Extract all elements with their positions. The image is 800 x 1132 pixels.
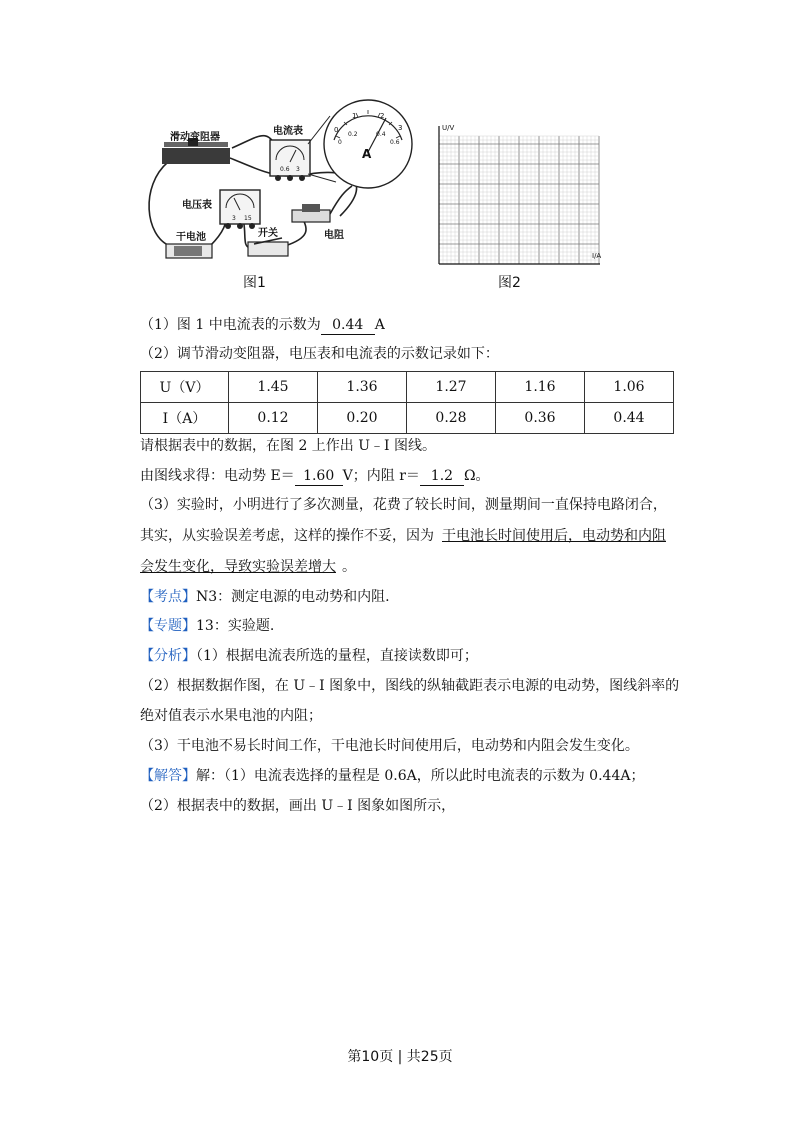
voltmeter-drawing: [182, 190, 260, 229]
zoom-tick-1: 1: [352, 112, 357, 120]
jieda-line-2: （2）根据表中的数据，画出 U﹣I 图象如图所示，: [140, 798, 456, 814]
table-cell: 1.36: [318, 372, 407, 403]
zhuanti-line: 【专题】13：实验题.: [140, 618, 275, 634]
zoom-unit: A: [362, 147, 372, 161]
switch-label: 开关: [258, 228, 278, 239]
table-cell: 0.36: [496, 403, 585, 434]
question-1: （1）图 1 中电流表的示数为 0.44 A: [140, 317, 385, 333]
grid-figure: [434, 122, 634, 272]
ammeter-terminal-2: 3: [296, 166, 300, 173]
ammeter-terminal-1: 0.6: [280, 166, 290, 173]
fenxi-line-2a: （2）根据数据作图，在 U﹣I 图象中，图线的纵轴截距表示电源的电动势，图线斜率的: [140, 678, 680, 694]
table-cell: 1.27: [407, 372, 496, 403]
grid-lines: [439, 136, 602, 264]
q3-answer-part-2: 会发生变化，导致实验误差增大: [140, 559, 336, 575]
question-2-result: 由图线求得：电动势 E＝ 1.60 V；内阻 r＝ 1.2 Ω。: [140, 468, 490, 484]
rheostat-drawing: [162, 130, 230, 164]
zoom-tick-5: 0.2: [348, 131, 358, 138]
voltmeter-terminal-2: 15: [244, 215, 252, 222]
row-label: I（A）: [141, 403, 229, 434]
figures-area: [140, 96, 620, 296]
table-cell: 1.45: [229, 372, 318, 403]
resistor-label: 电阻: [324, 230, 344, 241]
fenxi-tag: 【分析】: [140, 648, 196, 664]
zoom-tick-6: 0.4: [376, 131, 386, 138]
figure-2-caption: 图2: [498, 275, 521, 291]
table-cell: 0.44: [585, 403, 674, 434]
ammeter-drawing: [270, 124, 310, 181]
table-cell: 1.06: [585, 372, 674, 403]
kaodian-tag: 【考点】: [140, 589, 196, 605]
circuit-figure: [140, 96, 430, 272]
question-2-intro: （2）调节滑动变阻器，电压表和电流表的示数记录如下：: [140, 346, 499, 362]
question-3-line-1: （3）实验时，小明进行了多次测量，花费了较长时间，测量期间一直保持电路闭合，: [140, 497, 667, 513]
table-row: [141, 372, 674, 403]
jieda-tag: 【解答】: [140, 768, 196, 784]
table-cell: 0.28: [407, 403, 496, 434]
fenxi-line-2b: 绝对值表示水果电池的内阻；: [140, 708, 322, 724]
voltmeter-label: 电压表: [182, 200, 212, 211]
fenxi-line-3: （3）干电池不易长时间工作，干电池长时间使用后，电动势和内阻会发生变化。: [140, 738, 639, 754]
ammeter-label: 电流表: [273, 126, 303, 137]
row-label: U（V）: [141, 372, 229, 403]
table-cell: 0.20: [318, 403, 407, 434]
question-2-instruction: 请根据表中的数据，在图 2 上作出 U﹣I 图线。: [140, 438, 437, 454]
question-3-line-2: 其实，从实验误差考虑，这样的操作不妥，因为 干电池长时间使用后，电动势和内阻: [140, 528, 666, 544]
zoom-tick-0: 0: [334, 126, 339, 134]
zoom-tick-3: 3: [398, 124, 403, 132]
rheostat-label: 滑动变阻器: [170, 132, 220, 143]
kaodian-line: 【考点】N3：测定电源的电动势和内阻.: [140, 589, 390, 605]
y-axis-label: U/V: [442, 124, 455, 132]
emf-answer: 1.60: [295, 467, 343, 486]
zoom-tick-2: 2: [380, 112, 385, 120]
measurement-table: [140, 371, 674, 434]
figure-1-caption: 图1: [243, 275, 266, 291]
question-3-line-3: 会发生变化，导致实验误差增大 。: [140, 559, 356, 575]
zoom-tick-7: 0.6: [390, 139, 400, 146]
voltmeter-terminal-1: 3: [232, 215, 236, 222]
zoom-tick-4: 0: [338, 139, 342, 146]
x-axis-label: I/A: [592, 252, 602, 260]
jieda-line: 【解答】解：（1）电流表选择的量程是 0.6A，所以此时电流表的示数为 0.44A；: [140, 768, 645, 784]
zhuanti-tag: 【专题】: [140, 618, 196, 634]
ammeter-zoom: [308, 100, 412, 188]
r-answer: 1.2: [420, 467, 464, 486]
table-cell: 1.16: [496, 372, 585, 403]
q3-answer-part-1: 干电池长时间使用后，电动势和内阻: [442, 528, 666, 544]
table-cell: 0.12: [229, 403, 318, 434]
table-row: [141, 403, 674, 434]
battery-label: 干电池: [176, 232, 206, 243]
fenxi-line: 【分析】（1）根据电流表所选的量程，直接读数即可；: [140, 648, 478, 664]
page-footer: 第10页 | 共25页: [347, 1049, 453, 1065]
resistor-drawing: [292, 204, 344, 241]
switch-drawing: [248, 226, 288, 256]
q1-answer: 0.44: [321, 316, 375, 335]
battery-drawing: [166, 230, 212, 258]
